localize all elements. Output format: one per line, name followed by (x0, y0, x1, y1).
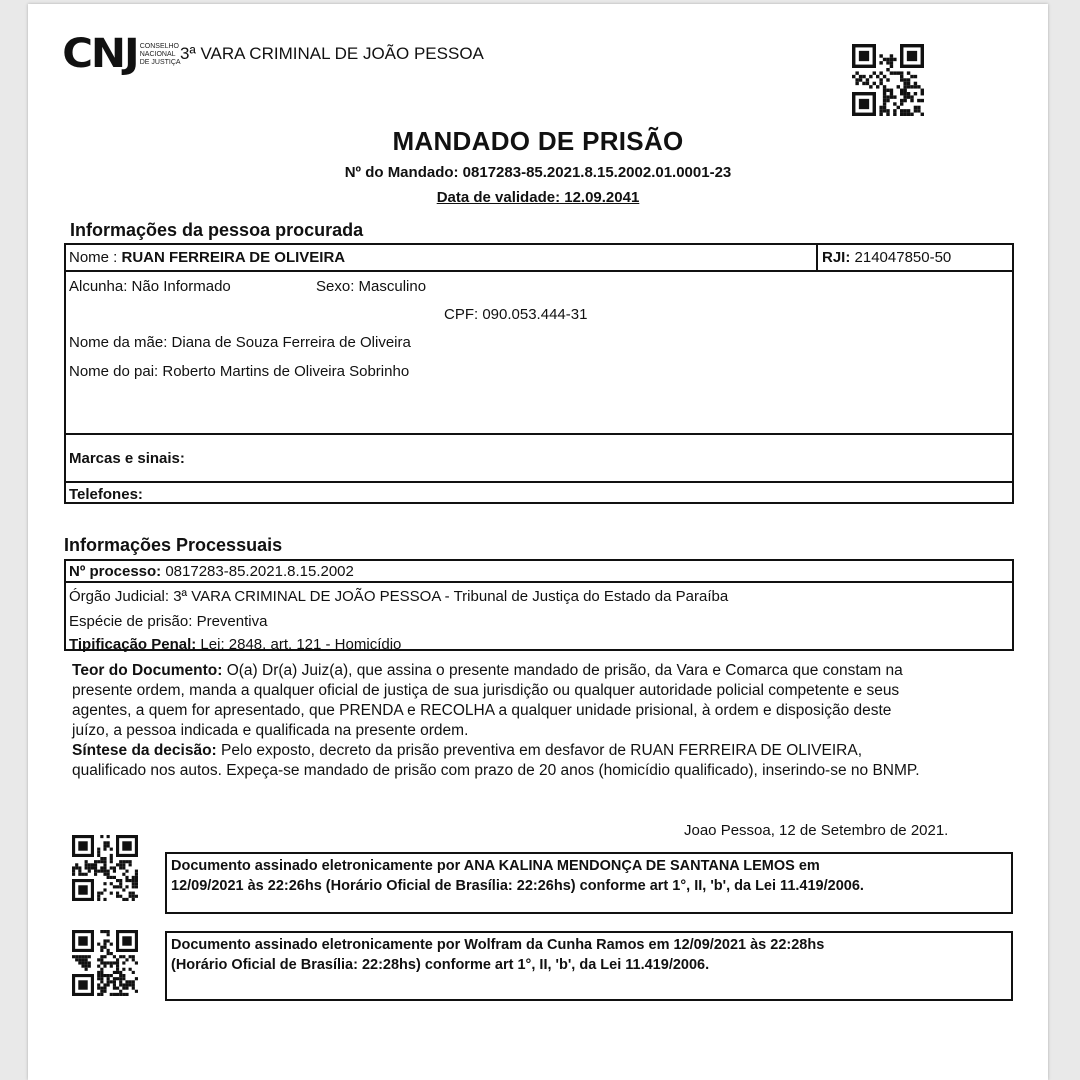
signature-box-1: Documento assinado eletronicamente por ANA KALINA MENDONÇA DE SANTANA LEMOS em 12/09/2021 às 22:26hs (Horário Oficial de Brasília: 22:26hs) conforme art 1°, II, 'b', da Lei 11.419/2006. (165, 852, 1013, 914)
validity-date: Data de validade: 12.09.2041 (436, 189, 640, 206)
warrant-number: Nº do Mandado: 0817283-85.2021.8.15.2002.01.0001-23 (344, 164, 732, 181)
sex-field: Sexo: Masculino (316, 278, 427, 295)
arrest-kind-field: Espécie de prisão: Preventiva (69, 613, 268, 630)
judicial-organ-field: Órgão Judicial: 3ª VARA CRIMINAL DE JOÃO PESSOA - Tribunal de Justiça do Estado da Paraíba (69, 588, 729, 605)
process-info-box (64, 559, 1014, 651)
qr-code-icon (72, 835, 138, 901)
penal-type-field: Tipificação Penal: Lei: 2848, art. 121 - Homicídio (69, 636, 402, 653)
qr-code-icon (852, 44, 924, 116)
cnj-logo-icon (62, 31, 184, 77)
cpf-field: CPF: 090.053.444-31 (444, 306, 588, 323)
alias-field: Alcunha: Não Informado (69, 278, 231, 295)
person-info-box (64, 243, 1014, 504)
rji-field: RJI: 214047850-50 (822, 249, 952, 266)
phones-label: Telefones: (69, 486, 143, 503)
place-date: Joao Pessoa, 12 de Setembro de 2021. (684, 822, 949, 839)
marks-label: Marcas e sinais: (69, 450, 185, 467)
logo-caption: CONSELHO NACIONAL DE JUSTIÇA (139, 43, 181, 66)
process-section-heading: Informações Processuais (64, 535, 283, 555)
document-content: Teor do Documento: O(a) Dr(a) Juiz(a), que assina o presente mandado de prisão, da Vara e Comarca que constam na presente ordem, manda a qualquer oficial de justiça de sua jurisdição ou qualquer autoridade policial competente e seus agentes, a quem for apresentado, que PRENDA e RECOLHA a qualquer unidade prisional, à ordem e disposição deste juízo, a pessoa indicada e qualificada na presente ordem. Síntese da decisão: Pelo exposto, decreto da prisão preventiva em desfavor de RUAN FERREIRA DE OLIVEIRA, qualificado nos autos. Expeça-se mandado de prisão com prazo de 20 anos (homicídio qualificado), inserindo-se no BNMP. (72, 662, 920, 779)
signature-box-2: Documento assinado eletronicamente por Wolfram da Cunha Ramos em 12/09/2021 às 22:28hs (Horário Oficial de Brasília: 22:28hs) conforme art 1°, II, 'b', da Lei 11.419/2006. (165, 931, 1013, 1001)
process-number-field: Nº processo: 0817283-85.2021.8.15.2002 (69, 563, 354, 580)
father-name-field: Nome do pai: Roberto Martins de Oliveira Sobrinho (69, 363, 410, 380)
logo-mark: CNJ (62, 31, 138, 77)
court-title: 3ª VARA CRIMINAL DE JOÃO PESSOA (180, 44, 484, 63)
document-title: MANDADO DE PRISÃO (392, 126, 684, 156)
document-page (28, 4, 1048, 1080)
qr-code-icon (72, 930, 138, 996)
mother-name-field: Nome da mãe: Diana de Souza Ferreira de Oliveira (69, 334, 411, 351)
person-section-heading: Informações da pessoa procurada (70, 220, 364, 240)
name-field: Nome : RUAN FERREIRA DE OLIVEIRA (69, 249, 346, 266)
